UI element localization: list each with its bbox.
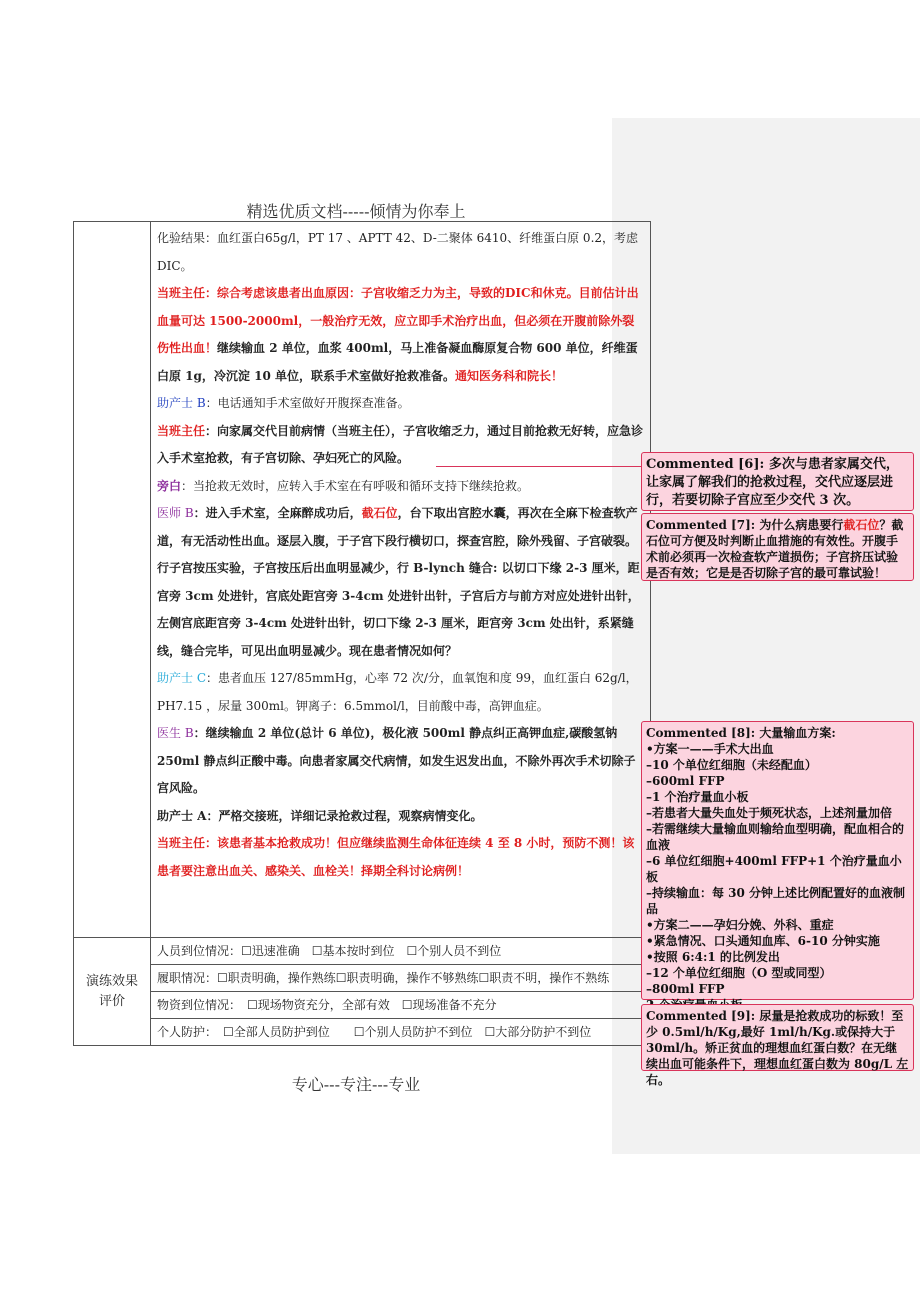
eval-staff-arrival[interactable]: 人员到位情况：☐迅速准确 ☐基本按时到位 ☐个别人员不到位 [151,938,651,965]
comment-9[interactable]: Commented [9]: 尿量是抢救成功的标致！至少 0.5ml/h/Kg,最好 1ml/h/Kg.或保持大于 30ml/h。矫正贫血的理想血红蛋白数？在无继续出血可能条件下，理想血红蛋白数为 80g/L 左右。 [641,1004,914,1071]
eval-duty-performance[interactable]: 履职情况：☐职责明确，操作熟练☐职责明确，操作不够熟练☐职责不明，操作不熟练 [151,965,651,992]
doctor-b-transfusion-line: 医生 B：继续输血 2 单位(总计 6 单位)，极化液 500ml 静点纠正高钾血症,碳酸氢钠 250ml 静点纠正酸中毒。向患者家属交代病情，如发生迟发出血，不除外再次手术切除子宫风险。 [157,726,636,795]
comment-7[interactable]: Commented [7]: 为什么病患要行截石位？截石位可方便及时判断止血措施的有效性。开腹手术前必须再一次检查软产道损伤；子宫挤压试验是否有效；它是是否切除子宫的最可靠试验！ [641,513,914,581]
comment-connector-6 [436,466,642,467]
midwife-b-line: 助产士 B：电话通知手术室做好开腹探查准备。 [157,396,410,410]
midwife-a-line: 助产士 A：严格交接班，详细记录抢救过程，观察病情变化。 [157,808,483,823]
comment-7-title: Commented [7] [646,518,751,532]
drill-content [151,222,650,937]
director-family-line: 当班主任：向家属交代目前病情（当班主任），子宫收缩乏力，通过目前抢救无好转，应急诊入手术室抢救，有子宫切除、孕妇死亡的风险。 [157,423,644,465]
narration-line: 旁白：当抢救无效时，应转入手术室在有呼吸和循环支持下继续抢救。 [157,478,530,493]
page-header: 精选优质文档-----倾情为你奉上 [246,202,466,221]
content-cell [151,222,651,938]
director-assessment: 当班主任：综合考虑该患者出血原因：子宫收缩乏力为主，导致的DIC和休克。目前估计出血量可达 1500-2000ml，一般治疗无效，应立即手术治疗出血，但必须在开腹前除外裂伤性出血！继续输血 2 单位，血浆 400ml，马上准备凝血酶原复合物 600 单位，纤维蛋白原 1g，冷沉淀 10 单位，联系手术室做好抢救准备。通知医务科和院长！ [157,286,639,383]
drill-table [73,221,651,1046]
comment-8[interactable]: Commented [8]: 大量输血方案: •方案一——手术大出血 –10 个单位红细胞（未经配血） –600ml FFP –1 个治疗量血小板 –若患者大量失血处于频死状态，上述剂量加倍 –若需继续大量输血则输给血型明确，配血相合的血液 –6 单位红细胞+400ml FFP+1 个治疗量血小板 –持续输血：每 30 分钟上述比例配置好的血液制品 •方案二——孕妇分娩、外科、重症 •紧急情况、口头通知血库、6-10 分钟实施 •按照 6:4:1 的比例发出 –12 个单位红细胞（O 型或同型） –800ml FFP [641,721,914,1000]
comment-8-title: Commented [8] [646,726,751,740]
evaluation-label: 演练效果 评价 [74,938,151,1046]
eval-protection[interactable]: 个人防护： ☐全部人员防护到位 ☐个别人员防护不到位 ☐大部分防护不到位 [151,1019,651,1046]
comment-9-title: Commented [9] [646,1009,751,1023]
left-column-cell [74,222,151,938]
page-footer: 专心---专注---专业 [291,1075,421,1094]
midwife-c-line: 助产士 C：患者血压 127/85mmHg，心率 72 次/分，血氧饱和度 99，血红蛋白 62g/l，PH7.15 ，尿量 300ml。钾离子：6.5mmol/l，目前酸中毒，高钾血症。 [157,671,638,713]
doctor-b-surgery-line: 医师 B：进入手术室，全麻醉成功后，截石位，台下取出宫腔水囊，再次在全麻下检查软产道，有无活动性出血。逐层入腹，于子宫下段行横切口，探查宫腔，除外残留、子宫破裂。行子宫按压实验，子宫按压后出血明显减少，行 B-lynch 缝合: 以切口下缘 2-3 厘米，距宫旁 3cm 处进针，宫底处距宫旁 3-4cm 处进针出针，子宫后方与前方对应处进针出针，左侧宫底距宫旁 3-4cm 处进针出针，切口下缘 2-3 厘米，距宫旁 3cm 处出针，系紧缝线，缝合完毕，可见出血明显减少。现在患者情况如何？ [157,506,640,658]
comment-6[interactable] [641,452,914,511]
eval-supplies[interactable]: 物资到位情况： ☐现场物资充分，全部有效 ☐现场准备不充分 [151,992,651,1019]
comment-6-text: : 多次与患者家属交代，让家属了解我们的抢救过程，交代应逐层进行，若要切除子宫应至少交代 3 次。 [646,457,899,508]
lab-results: 化验结果：血红蛋白65g/l，PT 17 、APTT 42、D-二聚体 6410、纤维蛋白原 0.2，考虑DIC。 [157,231,639,273]
comment-6-title: Commented [6] [646,457,760,472]
director-conclusion: 当班主任：该患者基本抢救成功！但应继续监测生命体征连续 4 至 8 小时，预防不测！该患者要注意出血关、感染关、血栓关！择期全科讨论病例！ [157,836,635,878]
